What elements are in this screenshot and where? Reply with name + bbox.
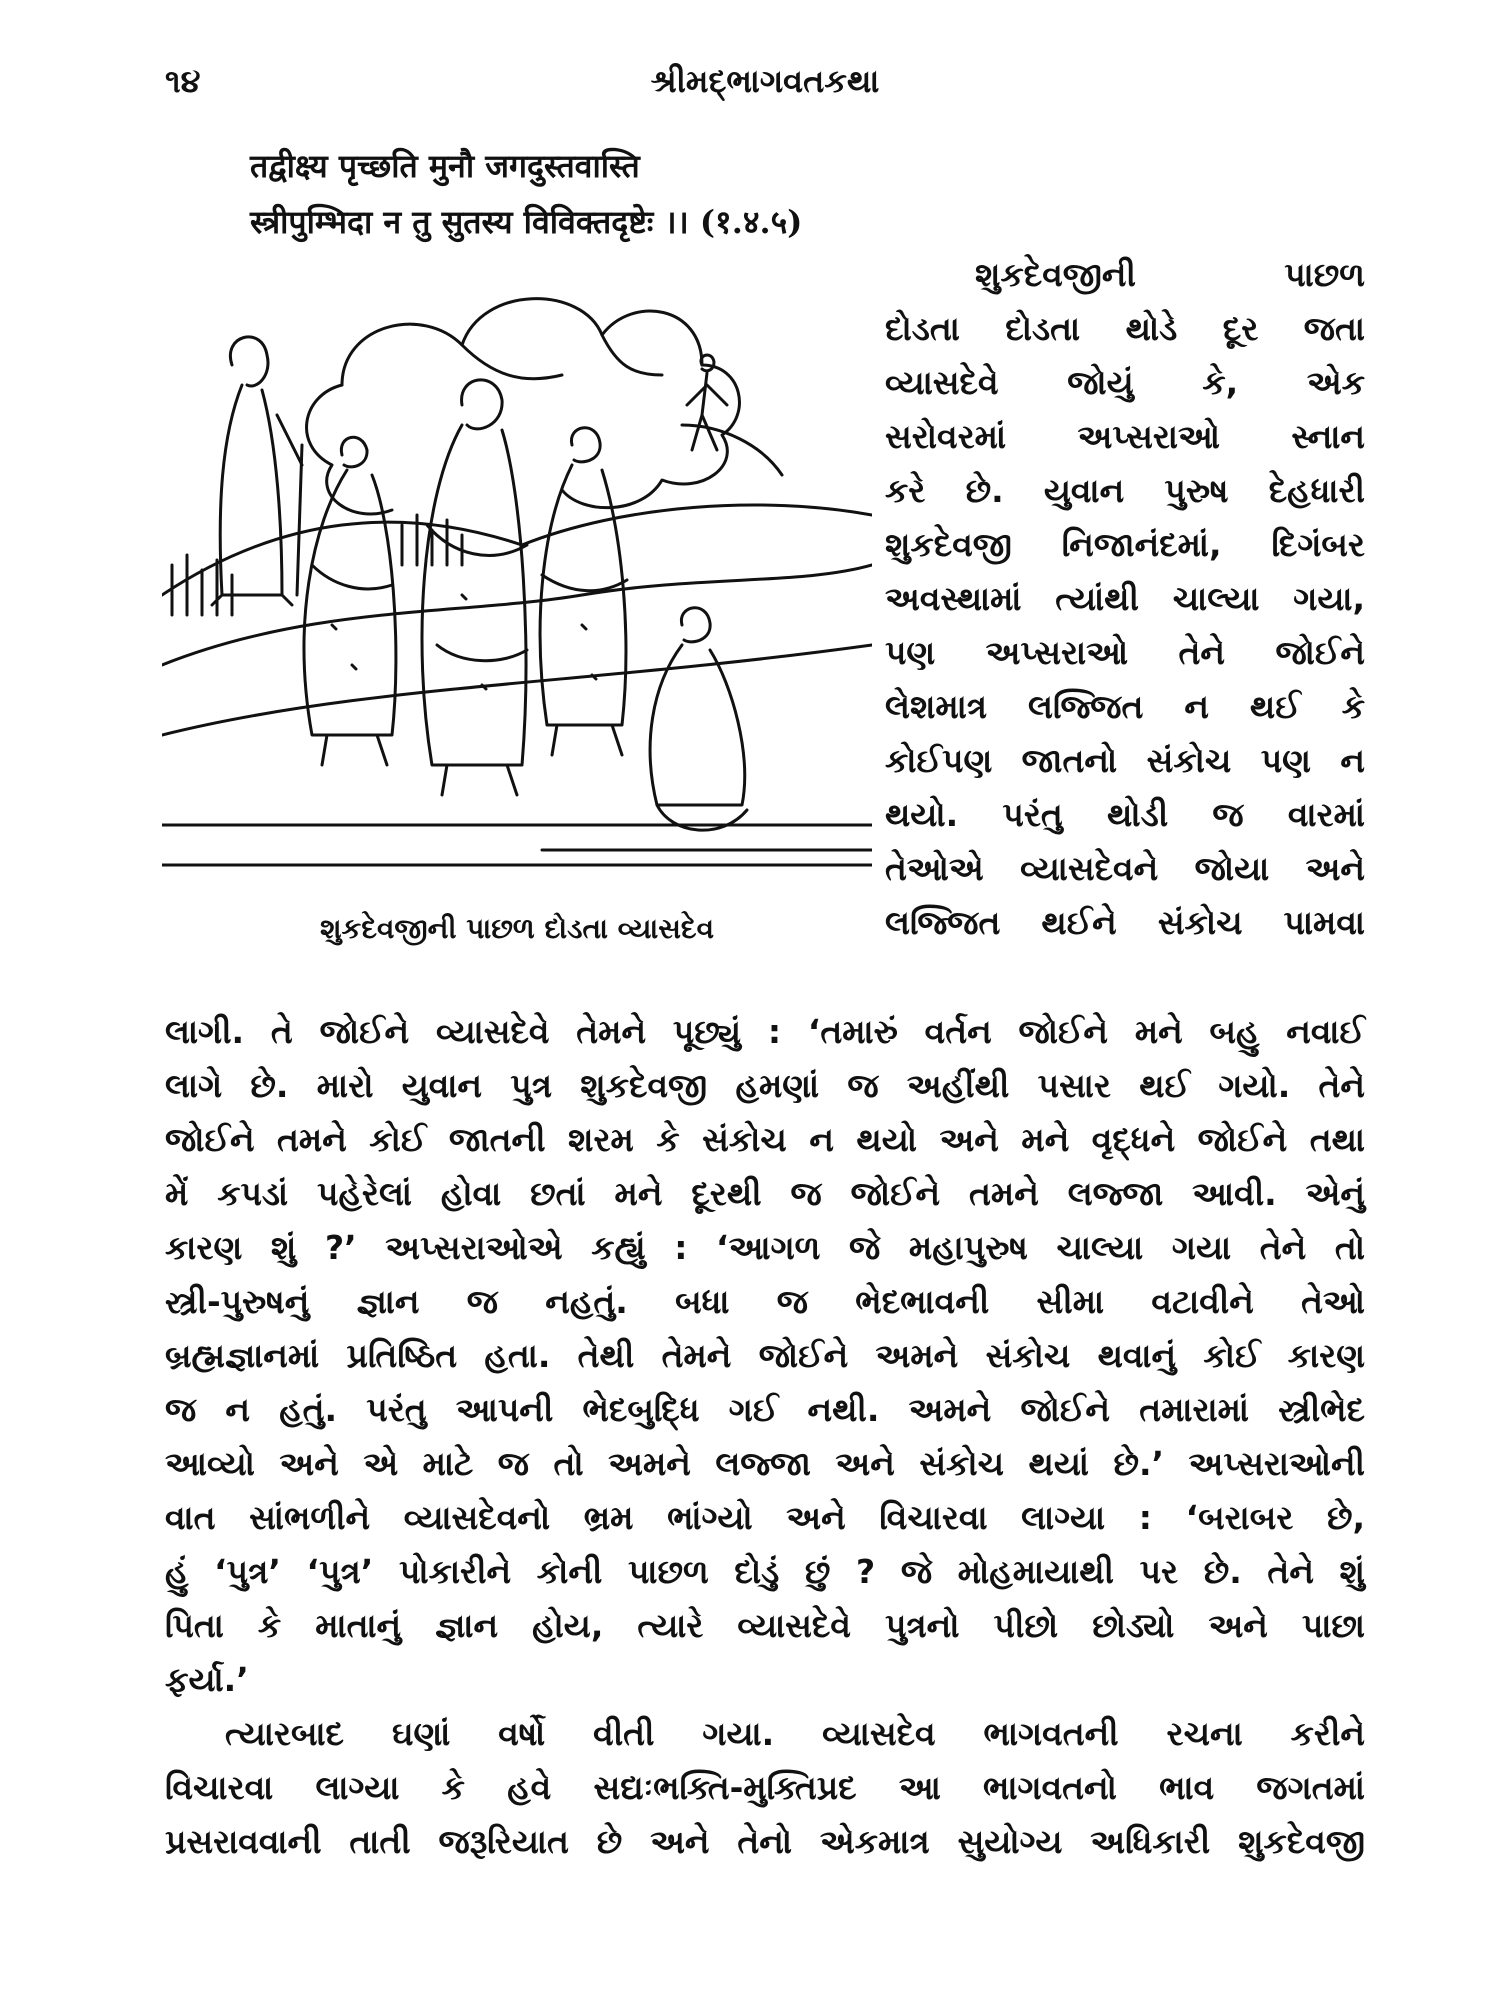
text-line: તેઓએ વ્યાસદેવને જોયા અને: [885, 849, 1365, 888]
text-line: કરે છે. યુવાન પુરુષ દેહધારી: [885, 471, 1365, 510]
text-line: હું ‘પુત્ર’ ‘પુત્ર’ પોકારીને કોની પાછળ દોડું છું ? જે મોહમાયાથી પર છે. તેને શું: [165, 1552, 1365, 1591]
text-line: લજ્જિત થઈને સંકોચ પામવા: [885, 903, 1365, 942]
illustration-drawing: [162, 265, 872, 893]
text-line: આવ્યો અને એ માટે જ તો અમને લજ્જા અને સંકોચ થયાં છે.’ અપ્સરાઓની: [165, 1444, 1365, 1483]
text-line: પણ અપ્સરાઓ તેને જોઈને: [885, 633, 1365, 672]
running-title: શ્રીમદ્ભાગવતકથા: [650, 62, 880, 100]
side-column-text: [885, 248, 1365, 950]
text-line: સરોવરમાં અપ્સરાઓ સ્નાન: [885, 417, 1365, 456]
text-line: સ્ત્રી-પુરુષનું જ્ઞાન જ નહતું. બધા જ ભેદભાવની સીમા વટાવીને તેઓ: [165, 1282, 1365, 1321]
text-line: શુકદેવજી નિજાનંદમાં, દિગંબર: [885, 525, 1365, 564]
text-line: ફર્યા.’: [165, 1660, 249, 1699]
text-line: પ્રસરાવવાની તાતી જરૂરિયાત છે અને તેનો એકમાત્ર સુયોગ્ય અધિકારી શુકદેવજી: [165, 1822, 1365, 1861]
text-line: લાગે છે. મારો યુવાન પુત્ર શુકદેવજી હમણાં જ અહીંથી પસાર થઈ ગયો. તેને: [165, 1066, 1365, 1105]
text-line: મેં કપડાં પહેરેલાં હોવા છતાં મને દૂરથી જ જોઈને તમને લજ્જા આવી. એનું: [165, 1174, 1365, 1213]
verse-line: तद्वीक्ष्य पृच्छति मुनौ जगदुस्तवास्ति: [250, 147, 640, 185]
page-header: [165, 62, 1365, 112]
paragraph-start-line: ત્યારબાદ ઘણાં વર્ષો વીતી ગયા. વ્યાસદેવ ભાગવતની રચના કરીને: [225, 1714, 1365, 1753]
verse-line: स्त्रीपुम्भिदा न तु सुतस्य विविक्तदृष्टेः ।। (१.४.५): [250, 203, 803, 241]
sanskrit-verse: [250, 138, 1250, 250]
text-line: કારણ શું ?’ અપ્સરાઓએ કહ્યું : ‘આગળ જે મહાપુરુષ ચાલ્યા ગયા તેને તો: [165, 1228, 1365, 1267]
text-line: જોઈને તમને કોઈ જાતની શરમ કે સંકોચ ન થયો અને મને વૃદ્ધને જોઈને તથા: [165, 1120, 1365, 1159]
text-line: વાત સાંભળીને વ્યાસદેવનો ભ્રમ ભાંગ્યો અને વિચારવા લાગ્યા : ‘બરાબર છે,: [165, 1498, 1365, 1537]
text-line: વિચારવા લાગ્યા કે હવે સદ્યઃભક્તિ-મુક્તિપ્રદ આ ભાગવતનો ભાવ જગતમાં: [165, 1768, 1365, 1807]
text-line: કોઈપણ જાતનો સંકોચ પણ ન: [885, 741, 1365, 780]
text-line: બ્રહ્મજ્ઞાનમાં પ્રતિષ્ઠિત હતા. તેથી તેમને જોઈને અમને સંકોચ થવાનું કોઈ કારણ: [165, 1336, 1365, 1375]
figure-caption: શુકદેવજીની પાછળ દોડતા વ્યાસદેવ: [319, 912, 715, 945]
text-line: શુકદેવજીની પાછળ: [975, 255, 1365, 294]
text-line: પિતા કે માતાનું જ્ઞાન હોય, ત્યારે વ્યાસદેવે પુત્રનો પીછો છોડ્યો અને પાછા: [165, 1606, 1365, 1645]
text-line: અવસ્થામાં ત્યાંથી ચાલ્યા ગયા,: [885, 579, 1365, 618]
text-line: વ્યાસદેવે જોયું કે, એક: [885, 363, 1365, 402]
illustration: [162, 265, 872, 893]
text-line: જ ન હતું. પરંતુ આપની ભેદબુદ્ધિ ગઈ નથી. અમને જોઈને તમારામાં સ્ત્રીભેદ: [165, 1390, 1365, 1429]
body-text: [165, 1005, 1365, 1869]
text-line: થયો. પરંતુ થોડી જ વારમાં: [885, 795, 1365, 834]
text-line: દોડતા દોડતા થોડે દૂર જતા: [885, 309, 1365, 348]
text-line: લાગી. તે જોઈને વ્યાસદેવે તેમને પૂછ્યું : ‘તમારું વર્તન જોઈને મને બહુ નવાઈ: [165, 1012, 1365, 1051]
text-line: લેશમાત્ર લજ્જિત ન થઈ કે: [885, 687, 1365, 726]
page-number: ૧૪: [165, 62, 201, 100]
